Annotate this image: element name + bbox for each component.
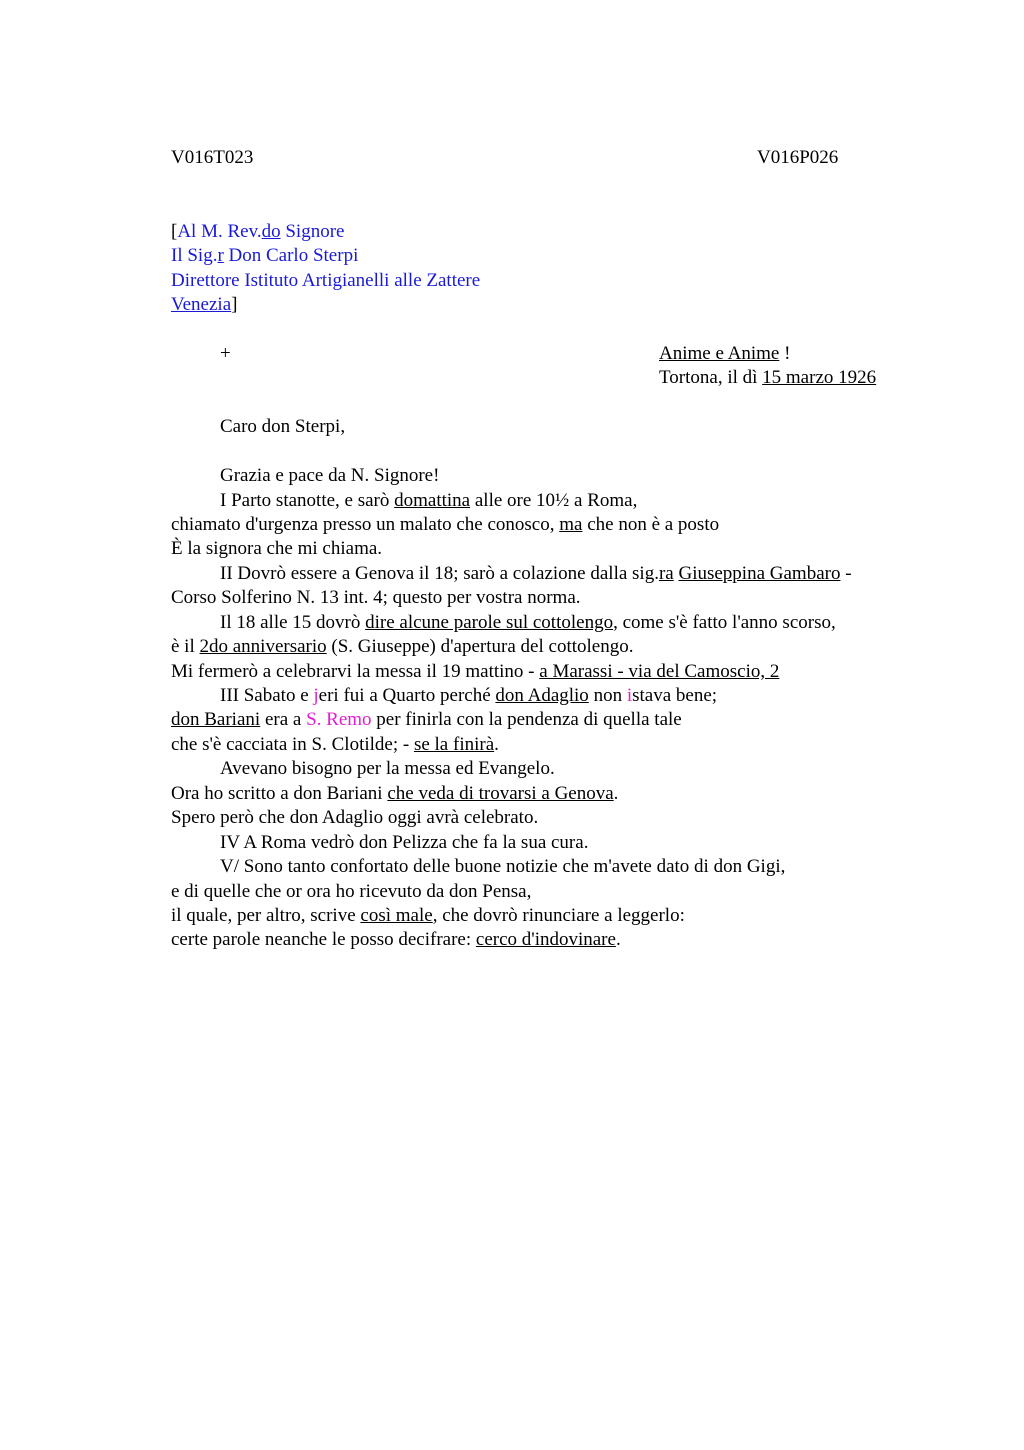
text: III Sabato e bbox=[220, 685, 314, 706]
underlined-text: se la finirà bbox=[413, 734, 495, 755]
underlined-text: che veda di trovarsi a Genova bbox=[387, 783, 614, 804]
text: , come s'è fatto l'anno scorso, bbox=[613, 612, 836, 633]
address-line-3: Direttore Istituto Artigianelli alle Zattere bbox=[171, 270, 481, 291]
body-line bbox=[220, 489, 637, 513]
address-line-4 bbox=[171, 293, 237, 317]
body-line bbox=[171, 660, 779, 684]
motto-text: Anime e Anime bbox=[659, 343, 780, 364]
text: Ora ho scritto a don Bariani bbox=[171, 783, 388, 804]
text: era a bbox=[260, 709, 307, 730]
text: . bbox=[613, 783, 619, 804]
address-text: Don Carlo Sterpi bbox=[223, 245, 359, 266]
address-text: Signore bbox=[280, 221, 345, 242]
text: certe parole neanche le posso decifrare: bbox=[171, 929, 476, 950]
body-line: e di quelle che or ora ho ricevuto da don Pensa, bbox=[171, 881, 532, 902]
underlined-text: dire alcune parole sul cottolengo bbox=[365, 612, 614, 633]
open-bracket: [ bbox=[171, 221, 178, 242]
address-city: Venezia bbox=[171, 294, 232, 315]
underlined-text: 2do anniversario bbox=[199, 636, 327, 657]
underlined-text: don Bariani bbox=[171, 709, 261, 730]
body-line: Corso Solferino N. 13 int. 4; questo per vostra norma. bbox=[171, 587, 581, 608]
address-abbrev: r bbox=[217, 245, 224, 266]
body-line bbox=[171, 635, 633, 659]
text: . bbox=[494, 734, 499, 755]
underlined-text: ra bbox=[658, 563, 674, 584]
motto-end: ! bbox=[779, 343, 791, 364]
body-line bbox=[171, 708, 682, 732]
salutation: Caro don Sterpi, bbox=[220, 416, 346, 437]
underlined-text: così male bbox=[360, 905, 433, 926]
body-line bbox=[171, 513, 719, 537]
text: non bbox=[588, 685, 627, 706]
body-line: È la signora che mi chiama. bbox=[171, 538, 383, 559]
body-line bbox=[171, 904, 685, 928]
text: il quale, per altro, scrive bbox=[171, 905, 361, 926]
body-line bbox=[171, 928, 621, 952]
text: chiamato d'urgenza presso un malato che conosco, bbox=[171, 514, 560, 535]
text: per finirla con la pendenza di quella tale bbox=[371, 709, 682, 730]
underlined-text: ma bbox=[559, 514, 583, 535]
document-code-right: V016P026 bbox=[757, 147, 839, 168]
text: stava bene; bbox=[632, 685, 718, 706]
underlined-text: don Adaglio bbox=[495, 685, 589, 706]
text: che non è a posto bbox=[582, 514, 720, 535]
text: (S. Giuseppe) d'apertura del cottolengo. bbox=[326, 636, 634, 657]
text: eri fui a Quarto perché bbox=[318, 685, 496, 706]
close-bracket: ] bbox=[231, 294, 238, 315]
body-line: Grazia e pace da N. Signore! bbox=[220, 465, 440, 486]
date-text: 15 marzo 1926 bbox=[762, 367, 877, 388]
address-abbrev: do bbox=[261, 221, 281, 242]
underlined-text: Giuseppina Gambaro bbox=[678, 563, 841, 584]
highlighted-text: S. Remo bbox=[306, 709, 372, 730]
motto bbox=[659, 342, 790, 366]
body-line bbox=[220, 611, 836, 635]
underlined-text: a Marassi - via del Camoscio, 2 bbox=[539, 661, 780, 682]
text: Mi fermerò a celebrarvi la messa il 19 mattino - bbox=[171, 661, 540, 682]
text: , che dovrò rinunciare a leggerlo: bbox=[432, 905, 685, 926]
text: . bbox=[615, 929, 621, 950]
text: alle ore 10½ a Roma, bbox=[470, 490, 638, 511]
body-line bbox=[171, 733, 499, 757]
text: - bbox=[840, 563, 852, 584]
document-code-left: V016T023 bbox=[171, 147, 254, 168]
text: è il bbox=[171, 636, 200, 657]
address-line-1 bbox=[171, 220, 344, 244]
highlighted-text: j bbox=[313, 685, 319, 706]
text: Il 18 alle 15 dovrò bbox=[220, 612, 366, 633]
cross-mark: + bbox=[220, 343, 231, 364]
underlined-text: domattina bbox=[394, 490, 471, 511]
underlined-text: cerco d'indovinare bbox=[475, 929, 616, 950]
body-line: Spero però che don Adaglio oggi avrà celebrato. bbox=[171, 807, 539, 828]
place-text: Tortona, il dì bbox=[659, 367, 763, 388]
address-text: Al M. Rev. bbox=[177, 221, 262, 242]
body-line bbox=[220, 684, 717, 708]
text: che s'è cacciata in S. Clotilde; - bbox=[171, 734, 414, 755]
body-line: IV A Roma vedrò don Pelizza che fa la sua cura. bbox=[220, 832, 589, 853]
address-line-2 bbox=[171, 244, 358, 268]
place-date bbox=[659, 366, 876, 390]
highlighted-text: i bbox=[626, 685, 633, 706]
body-line bbox=[220, 562, 852, 586]
text: II Dovrò essere a Genova il 18; sarò a colazione dalla sig. bbox=[220, 563, 659, 584]
body-line: Avevano bisogno per la messa ed Evangelo. bbox=[220, 758, 555, 779]
body-line: V/ Sono tanto confortato delle buone notizie che m'avete dato di don Gigi, bbox=[220, 856, 786, 877]
body-line bbox=[171, 782, 618, 806]
text: I Parto stanotte, e sarò bbox=[220, 490, 395, 511]
address-text: Il Sig. bbox=[171, 245, 218, 266]
